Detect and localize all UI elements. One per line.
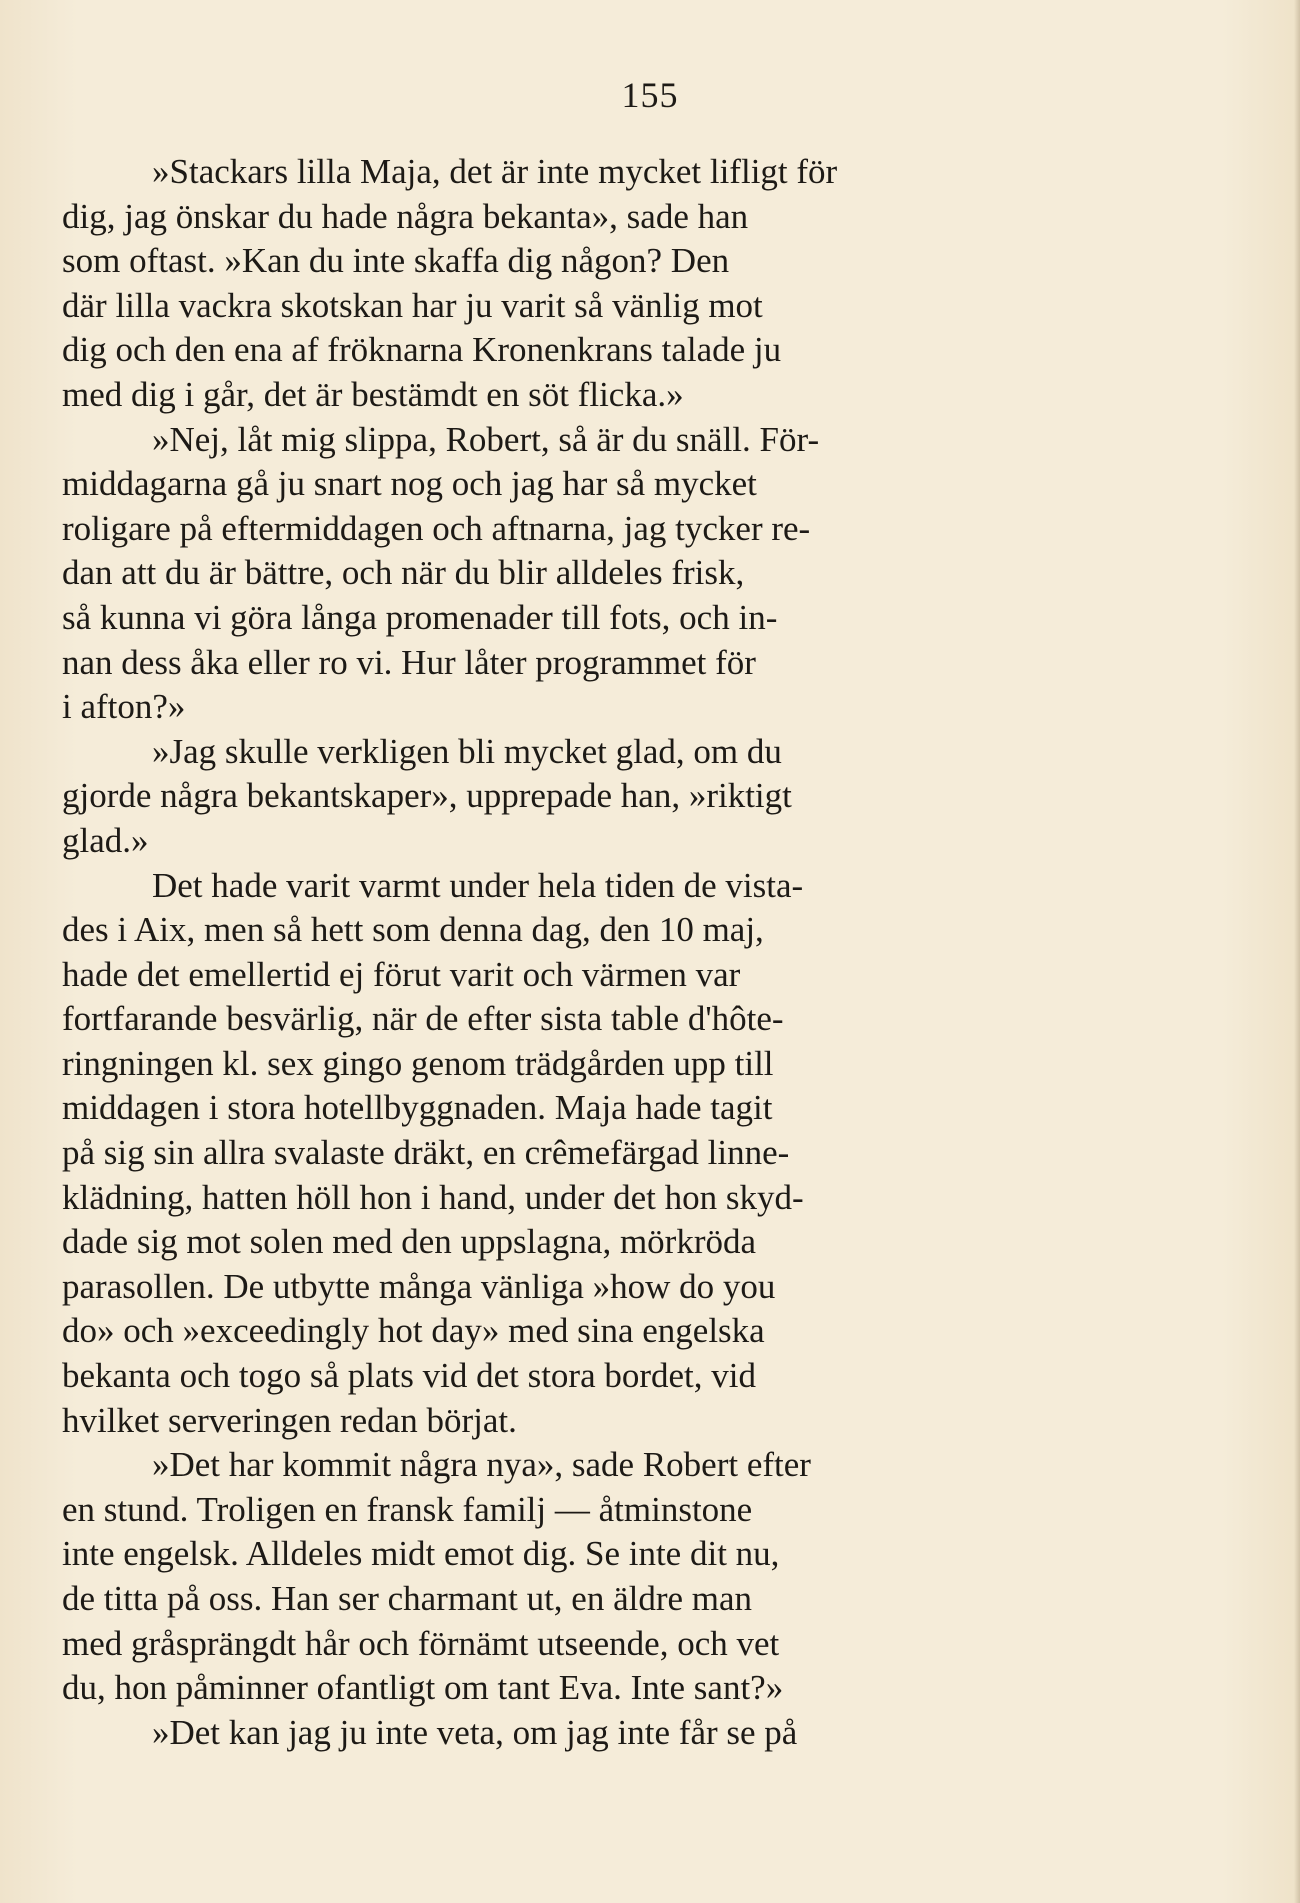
text-line: klädning, hatten höll hon i hand, under det hon skyd- <box>62 1177 804 1217</box>
text-line: så kunna vi göra långa promenader till fots, och in- <box>62 597 778 637</box>
text-line: fortfarande besvärlig, när de efter sista table d'hôte- <box>62 999 784 1039</box>
text-line: hade det emellertid ej förut varit och värmen var <box>62 954 741 994</box>
page-edge-shadow <box>1294 0 1300 1903</box>
text-line: »Det kan jag ju inte veta, om jag inte får se på <box>152 1712 798 1752</box>
text-line: där lilla vackra skotskan har ju varit så vänlig mot <box>62 285 763 325</box>
page-number: 155 <box>621 75 679 115</box>
text-line: »Stackars lilla Maja, det är inte mycket lifligt för <box>152 152 838 191</box>
text-line: hvilket serveringen redan börjat. <box>62 1400 517 1440</box>
text-line: »Det har kommit några nya», sade Robert efter <box>152 1445 811 1485</box>
text-line: bekanta och togo så plats vid det stora bordet, vid <box>62 1356 757 1396</box>
text-line: på sig sin allra svalaste dräkt, en crêmefärgad linne- <box>62 1133 790 1173</box>
text-line: do» och »exceedingly hot day» med sina engelska <box>62 1311 765 1351</box>
text-line: som oftast. »Kan du inte skaffa dig någon? Den <box>62 241 730 281</box>
text-line: ringningen kl. sex gingo genom trädgården upp till <box>62 1043 774 1083</box>
text-line: du, hon påminner ofantligt om tant Eva. Inte sant?» <box>62 1668 784 1708</box>
text-line: middagen i stora hotellbyggnaden. Maja hade tagit <box>62 1088 773 1128</box>
text-line: dan att du är bättre, och när du blir alldeles frisk, <box>62 553 745 593</box>
text-line: des i Aix, men så hett som denna dag, den 10 maj, <box>62 910 764 950</box>
text-line: med dig i går, det är bestämdt en söt flicka.» <box>62 374 684 414</box>
text-line: i afton?» <box>62 687 186 727</box>
text-line: de titta på oss. Han ser charmant ut, en äldre man <box>62 1579 753 1618</box>
text-line: dig och den ena af fröknarna Kronenkrans talade ju <box>62 330 782 370</box>
text-line: »Nej, låt mig slippa, Robert, så är du snäll. För- <box>152 419 820 459</box>
body-text <box>62 150 1064 1755</box>
text-line: dade sig mot solen med den uppslagna, mörkröda <box>62 1222 757 1262</box>
text-line: dig, jag önskar du hade några bekanta», sade han <box>62 196 749 236</box>
text-line: middagarna gå ju snart nog och jag har så mycket <box>62 464 757 504</box>
text-line: Det hade varit varmt under hela tiden de vista- <box>152 865 804 905</box>
text-line: parasollen. De utbytte många vänliga »how do you <box>62 1266 776 1306</box>
text-line: glad.» <box>62 820 149 860</box>
text-line: en stund. Troligen en fransk familj — åtminstone <box>62 1489 753 1529</box>
text-line: roligare på eftermiddagen och aftnarna, jag tycker re- <box>62 508 811 548</box>
text-line: med gråsprängdt hår och förnämt utseende, och vet <box>62 1623 780 1663</box>
text-line: »Jag skulle verkligen bli mycket glad, om du <box>152 731 782 771</box>
text-line: inte engelsk. Alldeles midt emot dig. Se inte dit nu, <box>62 1534 780 1574</box>
text-line: gjorde några bekantskaper», upprepade han, »riktigt <box>62 776 792 816</box>
text-line: nan dess åka eller ro vi. Hur låter programmet för <box>62 642 756 682</box>
